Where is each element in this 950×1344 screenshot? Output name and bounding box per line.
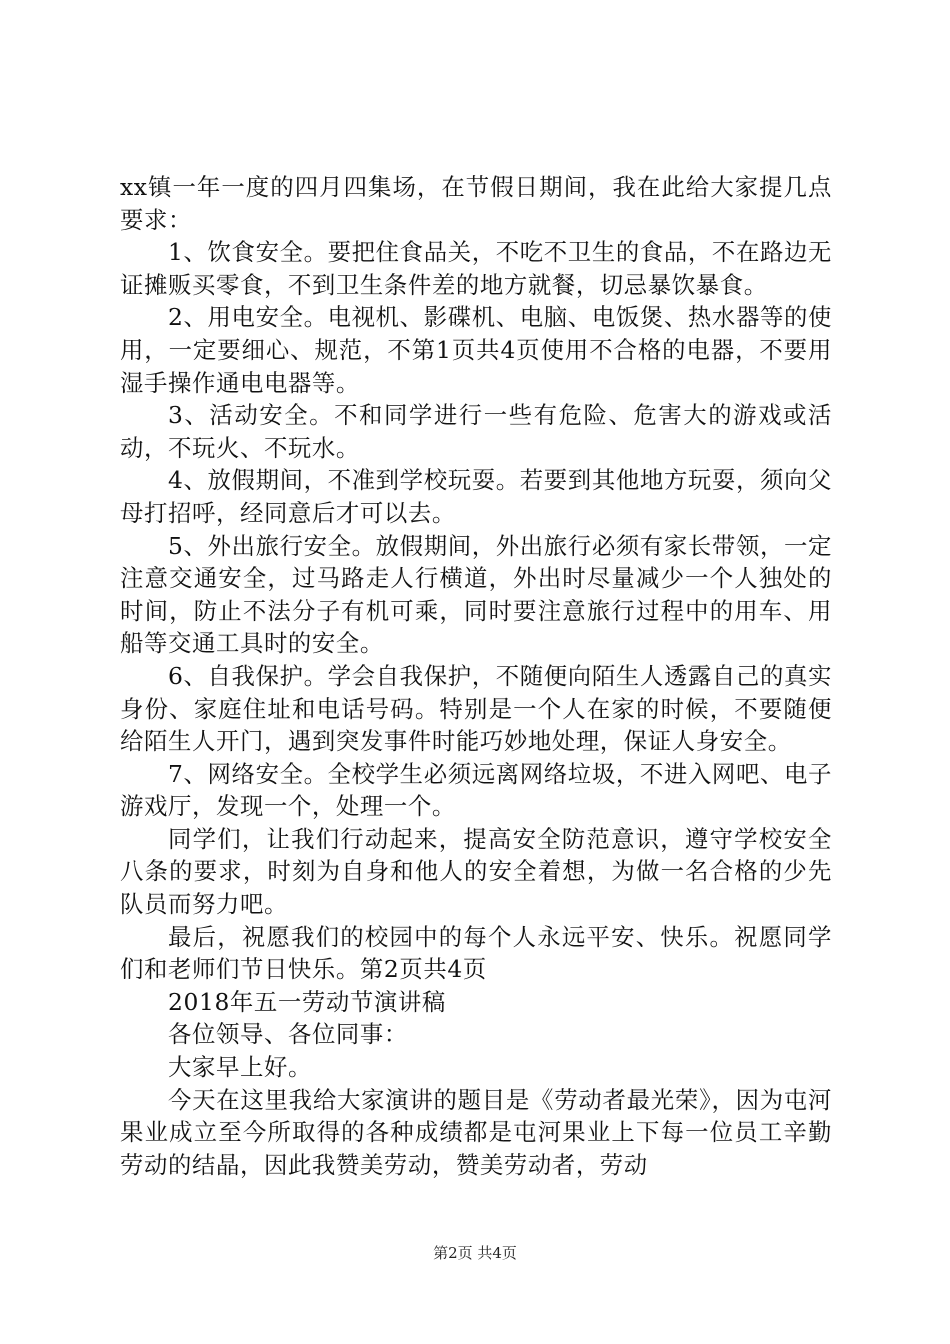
paragraph-3: 3、活动安全。不和同学进行一些有危险、危害大的游戏或活动，不玩火、不玩水。 [120, 401, 832, 462]
paragraph-0: xx镇一年一度的四月四集场，在节假日期间，我在此给大家提几点要求： [120, 173, 832, 234]
paragraph-8: 同学们，让我们行动起来，提高安全防范意识，遵守学校安全八条的要求，时刻为自身和他人的安全着想，为做一名合格的少先队员而努力吧。 [120, 824, 832, 919]
greeting: 大家早上好。 [168, 1053, 312, 1082]
document-body [120, 171, 832, 1181]
speech-title: 2018年五一劳动节演讲稿 [168, 987, 446, 1016]
paragraph-9: 最后，祝愿我们的校园中的每个人永远平安、快乐。祝愿同学们和老师们节日快乐。第2页共4页 [120, 922, 832, 984]
paragraph-6: 6、自我保护。学会自我保护，不随便向陌生人透露自己的真实身份、家庭住址和电话号码。特别是一个人在家的时候，不要随便给陌生人开门，遇到突发事件时能巧妙地处理，保证人身安全。 [120, 661, 832, 756]
paragraph-1: 1、饮食安全。要把住食品关，不吃不卫生的食品，不在路边无证摊贩买零食，不到卫生条件差的地方就餐，切忌暴饮暴食。 [120, 238, 832, 299]
paragraph-4: 4、放假期间，不准到学校玩耍。若要到其他地方玩耍，须向父母打招呼，经同意后才可以去。 [120, 466, 832, 527]
paragraph-5: 5、外出旅行安全。放假期间，外出旅行必须有家长带领，一定注意交通安全，过马路走人行横道，外出时尽量减少一个人独处的时间，防止不法分子有机可乘，同时要注意旅行过程中的用车、用船等交通工具时的安全。 [120, 531, 832, 658]
page-footer: 第2页 共4页 [433, 1244, 517, 1262]
paragraph-2: 2、用电安全。电视机、影碟机、电脑、电饭煲、热水器等的使用，一定要细心、规范，不第1页共4页使用不合格的电器，不要用湿手操作通电电器等。 [120, 303, 832, 397]
salutation: 各位领导、各位同事： [168, 1020, 408, 1049]
speech-body: 今天在这里我给大家演讲的题目是《劳动者最光荣》，因为屯河果业成立至今所取得的各种成绩都是屯河果业上下每一位员工辛勤劳动的结晶，因此我赞美劳动，赞美劳动者，劳动 [120, 1085, 832, 1179]
paragraph-7: 7、网络安全。全校学生必须远离网络垃圾，不进入网吧、电子游戏厅，发现一个，处理一个。 [120, 759, 832, 821]
